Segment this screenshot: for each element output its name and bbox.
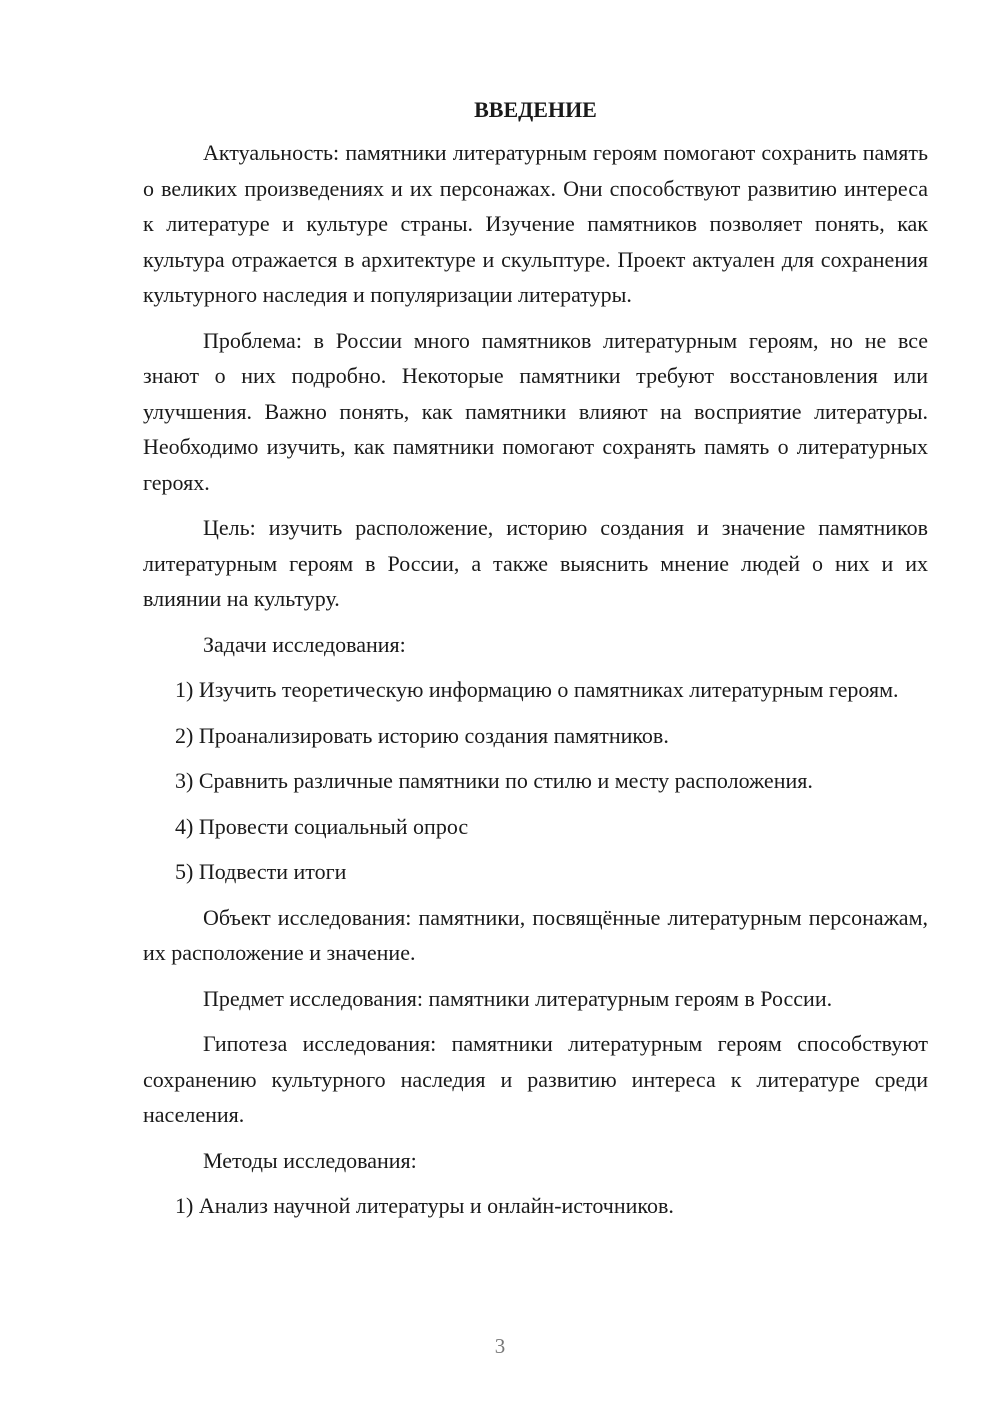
object-paragraph: Объект исследования: памятники, посвящённые литературным персонажам, их расположение и значение. xyxy=(143,904,928,965)
tasks-heading: Задачи исследования: xyxy=(203,631,406,657)
subject-paragraph: Предмет исследования: памятники литературным героям в России. xyxy=(203,985,833,1011)
relevance-paragraph: Актуальность: памятники литературным героям помогают сохранить память о великих произведениях и их персонажах. Они способствуют развитию интереса к литературе и культуре страны. Изучение памятников позволяет понять, как культура отражается в архитектуре и скульптуре. Проект актуален для сохранения культурного наследия и популяризации литературы. xyxy=(143,140,928,307)
task-item: 5) Подвести итоги xyxy=(175,859,347,884)
methods-heading: Методы исследования: xyxy=(203,1147,417,1173)
task-item: 1) Изучить теоретическую информацию о памятниках литературным героям. xyxy=(175,677,899,702)
goal-paragraph: Цель: изучить расположение, историю создания и значение памятников литературным героям в России, а также выяснить мнение людей о них и их влиянии на культуру. xyxy=(143,515,928,611)
task-item: 3) Сравнить различные памятники по стилю и месту расположения. xyxy=(175,768,813,793)
problem-paragraph: Проблема: в России много памятников литературным героям, но не все знают о них подробно. Некоторые памятники требуют восстановления или улучшения. Важно понять, как памятники влияют на восприятие литературы. Необходимо изучить, как памятники помогают сохранять память о литературных героях. xyxy=(143,327,928,495)
page-number: 3 xyxy=(494,1334,506,1358)
method-item: 1) Анализ научной литературы и онлайн-источников. xyxy=(175,1193,674,1218)
hypothesis-paragraph: Гипотеза исследования: памятники литературным героям способствуют сохранению культурного наследия и развитию интереса к литературе среди населения. xyxy=(143,1031,928,1127)
section-title: ВВЕДЕНИЕ xyxy=(474,97,597,122)
page-content xyxy=(143,92,928,1234)
task-item: 2) Проанализировать историю создания памятников. xyxy=(175,722,669,748)
task-item: 4) Провести социальный опрос xyxy=(175,813,469,839)
